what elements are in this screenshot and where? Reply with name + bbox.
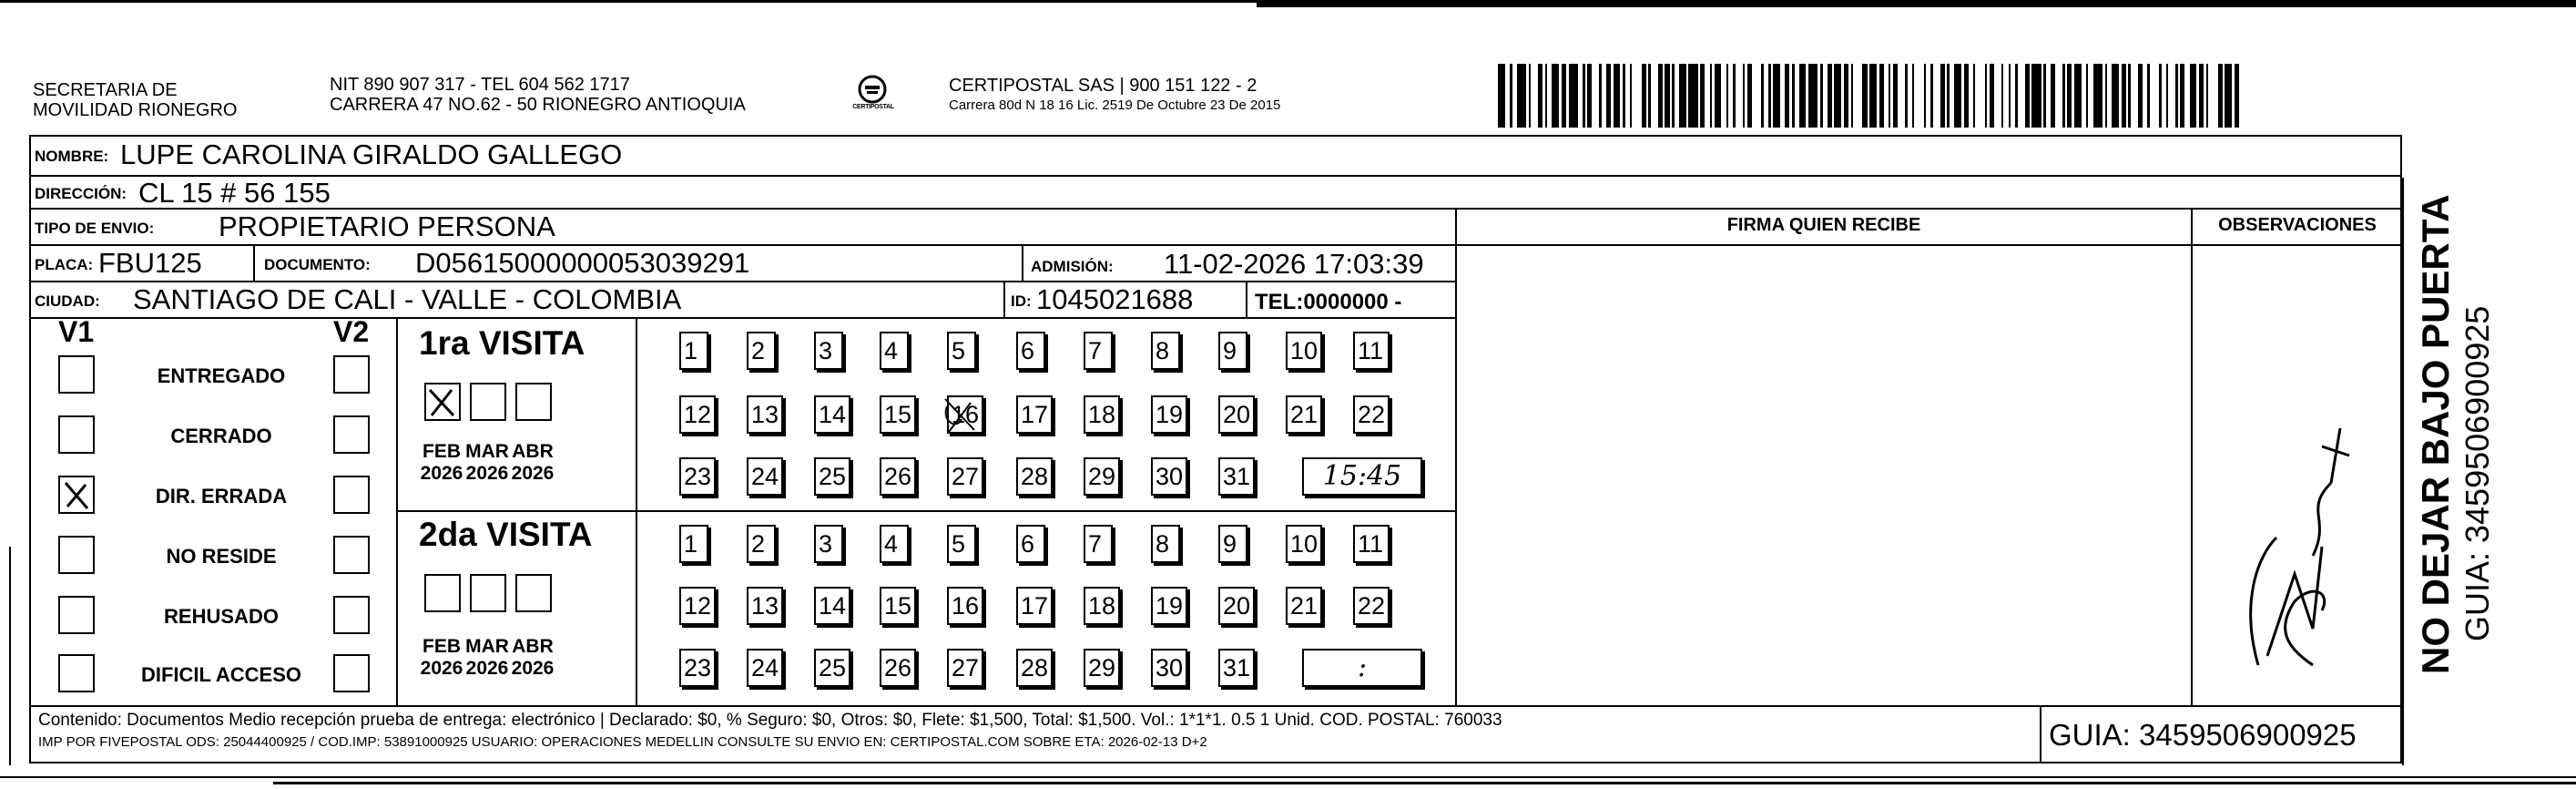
day-box[interactable]: 28 <box>1016 649 1053 687</box>
scan-edge-bottom <box>0 776 2576 778</box>
day-box[interactable]: 26 <box>880 457 916 496</box>
first-visit-title: 1ra VISITA <box>419 324 585 362</box>
v2-checkbox[interactable] <box>333 596 370 634</box>
barcode-gap <box>1898 64 1905 128</box>
id-divider <box>1003 282 1005 319</box>
barcode-gap <box>1632 64 1641 128</box>
carrier-name: CERTIPOSTAL SAS | 900 151 122 - 2 <box>949 76 1257 96</box>
admision-label: ADMISIÓN: <box>1031 258 1114 275</box>
id-label: ID: <box>1011 292 1032 310</box>
observaciones-label: OBSERVACIONES <box>2218 215 2377 235</box>
v2-checkbox[interactable] <box>333 355 370 394</box>
certipostal-logo <box>841 73 905 117</box>
v2-checkbox[interactable] <box>333 415 370 454</box>
carrier-license: Carrera 80d N 18 16 Lic. 2519 De Octubre 23 De 2015 <box>949 97 1281 113</box>
day-box[interactable]: 25 <box>814 457 850 496</box>
status-label: ENTREGADO <box>157 364 286 387</box>
v1-checkbox[interactable] <box>58 355 95 394</box>
second-visit-title: 2da VISITA <box>419 516 593 553</box>
day-box[interactable]: 19 <box>1151 395 1187 434</box>
barcode-gap <box>1592 64 1599 128</box>
barcode-gap <box>1853 64 1862 128</box>
barcode-bar <box>1834 64 1841 128</box>
ciudad-label: CIUDAD: <box>35 292 100 310</box>
admision-value: 11-02-2026 17:03:39 <box>1164 248 1424 280</box>
barcode-bar <box>1688 64 1697 128</box>
scan-edge-top-right <box>1257 3 2576 7</box>
sender-contact <box>330 75 840 115</box>
day-box[interactable]: 17 <box>1016 587 1053 625</box>
day-box[interactable]: 17 <box>1016 395 1053 434</box>
day-box[interactable]: 21 <box>1286 395 1322 434</box>
barcode-gap <box>1914 64 1923 128</box>
imp-text: IMP POR FIVEPOSTAL ODS: 25044400925 / COD.IMP: 53891000925 USUARIO: OPERACIONES MEDELLIN CONSULTE SU ENVIO EN: CERTIPOSTAL.COM SOBRE ETA: 2026-02-13 D+2 <box>38 734 1207 750</box>
v1-label: V1 <box>58 315 95 348</box>
day-box[interactable]: 31 <box>1218 649 1255 687</box>
day-box[interactable]: 1 <box>679 332 708 370</box>
status-label: CERRADO <box>170 425 272 447</box>
barcode-gap <box>2018 64 2025 128</box>
day-box[interactable]: 7 <box>1084 525 1113 563</box>
month-checkbox-abr[interactable] <box>515 383 552 421</box>
day-box[interactable]: 26 <box>880 649 916 687</box>
day-box[interactable]: 18 <box>1084 587 1120 625</box>
left-scan-line <box>9 547 11 765</box>
barcode-bar <box>2031 64 2041 128</box>
barcode-bar <box>2093 64 2103 128</box>
tipo-value: PROPIETARIO PERSONA <box>219 210 555 242</box>
v1-checkbox[interactable] <box>58 596 95 634</box>
guia-divider <box>2040 705 2041 763</box>
day-box[interactable]: 8 <box>1151 525 1180 563</box>
barcode-gap <box>1975 64 1984 128</box>
barcode-bar <box>2235 64 2239 128</box>
day-box[interactable]: 29 <box>1084 649 1120 687</box>
day-checkmark-icon <box>938 394 983 442</box>
day-box[interactable]: 27 <box>947 649 983 687</box>
day-box[interactable]: 22 <box>1353 395 1390 434</box>
row-nombre <box>29 135 2402 175</box>
day-box[interactable]: 12 <box>679 587 716 625</box>
day-box[interactable]: 10 <box>1286 332 1322 370</box>
month-label: MAR 2026 <box>465 441 509 484</box>
direccion-value: CL 15 # 56 155 <box>138 177 331 209</box>
day-box[interactable]: 11 <box>1353 332 1390 370</box>
barcode-gap <box>2168 64 2175 128</box>
day-box[interactable]: 29 <box>1084 457 1120 496</box>
day-box[interactable]: 18 <box>1084 395 1120 434</box>
signature <box>2204 374 2386 674</box>
placa-value: FBU125 <box>98 247 202 279</box>
day-box[interactable]: 14 <box>814 587 850 625</box>
day-box[interactable]: 24 <box>747 457 783 496</box>
day-box[interactable]: 21 <box>1286 587 1322 625</box>
v2-checkbox[interactable] <box>333 654 370 692</box>
documento-label: DOCUMENTO: <box>264 256 371 273</box>
barcode <box>1498 64 2240 128</box>
day-box[interactable]: 27 <box>947 457 983 496</box>
day-box[interactable]: 2 <box>747 525 776 563</box>
v2-label: V2 <box>333 315 370 348</box>
month-label: ABR 2026 <box>511 636 555 679</box>
barcode-gap <box>1531 64 1538 128</box>
nombre-label: NOMBRE: <box>35 148 109 165</box>
v1-checkbox[interactable] <box>58 476 95 514</box>
ciudad-value: SANTIAGO DE CALI - VALLE - COLOMBIA <box>133 283 682 315</box>
barcode-bar <box>1808 64 1817 128</box>
day-box[interactable]: 16 <box>947 587 983 625</box>
barcode-bar <box>2112 64 2119 128</box>
visit-divider-vertical <box>636 317 637 707</box>
day-box[interactable]: 20 <box>1218 395 1255 434</box>
day-box[interactable]: 2 <box>747 332 776 370</box>
status-label: NO RESIDE <box>166 545 277 568</box>
month-checkbox-feb[interactable] <box>424 574 461 612</box>
scan-edge-bottom-2 <box>273 782 2576 784</box>
day-box[interactable]: 4 <box>880 332 909 370</box>
day-box[interactable]: 23 <box>679 649 716 687</box>
day-box[interactable]: 6 <box>1016 332 1045 370</box>
side-guia: GUIA: 3459506900925 <box>2459 305 2496 641</box>
day-box[interactable]: 11 <box>1353 525 1390 563</box>
observaciones-column <box>2191 208 2193 705</box>
placa-label: PLACA: <box>35 256 94 273</box>
barcode-bar <box>2225 64 2232 128</box>
day-box[interactable]: 19 <box>1151 587 1187 625</box>
v2-checkbox[interactable] <box>333 476 370 514</box>
status-label: REHUSADO <box>164 605 279 628</box>
day-box[interactable]: 24 <box>747 649 783 687</box>
barcode-gap <box>1933 64 1940 128</box>
day-box[interactable]: 16 <box>947 395 983 434</box>
barcode-gap <box>1736 64 1743 128</box>
day-box[interactable]: 22 <box>1353 587 1390 625</box>
day-box[interactable]: 8 <box>1151 332 1180 370</box>
tel-divider <box>1246 282 1247 319</box>
firma-header-line <box>1457 244 2402 246</box>
day-box[interactable]: 9 <box>1218 525 1247 563</box>
tipo-label: TIPO DE ENVIO: <box>35 220 155 237</box>
time-box[interactable]: : <box>1302 649 1422 687</box>
barcode-bar <box>1552 64 1559 128</box>
day-box[interactable]: 25 <box>814 649 850 687</box>
month-label: MAR 2026 <box>465 636 509 679</box>
barcode-gap <box>2208 64 2217 128</box>
day-box[interactable]: 31 <box>1218 457 1255 496</box>
tel-value: TEL:0000000 - <box>1255 290 1402 314</box>
day-box[interactable]: 3 <box>814 525 843 563</box>
guia-footer: GUIA: 3459506900925 <box>2049 718 2357 752</box>
sender-address: CARRERA 47 NO.62 - 50 RIONEGRO ANTIOQUIA <box>330 95 746 115</box>
documento-value: D05615000000053039291 <box>415 247 750 279</box>
admision-divider <box>1022 246 1023 282</box>
barcode-gap <box>2055 64 2062 128</box>
barcode-bar <box>1954 64 1961 128</box>
v1-checkbox[interactable] <box>58 536 95 574</box>
barcode-bar <box>1679 64 1686 128</box>
day-box[interactable]: 13 <box>747 395 783 434</box>
v1-checkbox[interactable] <box>58 654 95 692</box>
no-dejar-bajo-puerta: NO DEJAR BAJO PUERTA <box>2414 194 2457 674</box>
day-box[interactable]: 23 <box>679 457 716 496</box>
carrier-info <box>949 75 1495 115</box>
barcode-gap <box>1651 64 1658 128</box>
month-checkbox-mar[interactable] <box>470 383 506 421</box>
direccion-label: DIRECCIÓN: <box>35 185 127 202</box>
nit-text: NIT 890 907 317 - TEL 604 562 1717 <box>330 75 630 95</box>
contenido-text: Contenido: Documentos Medio recepción prueba de entrega: electrónico | Declarado: $0, % Seguro: $0, Otros: $0, Flete: $1,500, Total: $1,500. Vol.: 1*1*1. 0.5 1 Unid. COD. POSTAL: 760033 <box>38 711 1502 730</box>
barcode-gap <box>1994 64 2001 128</box>
side-warning <box>2413 36 2513 674</box>
month-label: FEB 2026 <box>420 636 463 679</box>
month-label: FEB 2026 <box>420 441 463 484</box>
month-label: ABR 2026 <box>511 441 555 484</box>
time-box[interactable]: 15:45 <box>1302 457 1422 496</box>
sender-name: SECRETARIA DE MOVILIDAD RIONEGRO <box>33 80 238 120</box>
day-box[interactable]: 20 <box>1218 587 1255 625</box>
barcode-bar <box>1869 64 1877 128</box>
right-frame-line <box>2402 178 2404 765</box>
barcode-bar <box>1517 64 1526 128</box>
month-checkbox-abr[interactable] <box>515 574 552 612</box>
barcode-bar <box>1715 64 1722 128</box>
placa-divider <box>253 246 255 282</box>
day-box[interactable]: 3 <box>814 332 843 370</box>
day-box[interactable]: 7 <box>1084 332 1113 370</box>
day-box[interactable]: 15 <box>880 395 916 434</box>
barcode-bar <box>1569 64 1578 128</box>
v1-checkbox[interactable] <box>58 415 95 454</box>
barcode-bar <box>1614 64 1621 128</box>
barcode-gap <box>2150 64 2159 128</box>
day-box[interactable]: 30 <box>1151 649 1187 687</box>
firma-quien-recibe-label: FIRMA QUIEN RECIBE <box>1726 215 1921 235</box>
barcode-bar <box>1498 64 1505 128</box>
status-label: DIFICIL ACCESO <box>140 663 301 686</box>
day-box[interactable]: 15 <box>880 587 916 625</box>
day-box[interactable]: 13 <box>747 587 783 625</box>
logo-caption: CERTIPOSTAL <box>852 104 894 110</box>
row-placa <box>29 244 1457 281</box>
barcode-bar <box>2190 64 2197 128</box>
barcode-bar <box>2074 64 2082 128</box>
month-checkbox-feb[interactable] <box>424 383 461 421</box>
day-box[interactable]: 12 <box>679 395 716 434</box>
row-direccion <box>29 175 2402 208</box>
nombre-value: LUPE CAROLINA GIRALDO GALLEGO <box>120 138 623 170</box>
day-box[interactable]: 28 <box>1016 457 1053 496</box>
row-ciudad <box>29 281 1457 317</box>
day-box[interactable]: 6 <box>1016 525 1045 563</box>
visit-divider-horizontal <box>398 510 1457 512</box>
barcode-gap <box>2131 64 2138 128</box>
day-box[interactable]: 5 <box>947 525 976 563</box>
footer-line <box>29 705 2402 707</box>
day-box[interactable]: 1 <box>679 525 708 563</box>
day-box[interactable]: 10 <box>1286 525 1322 563</box>
id-value: 1045021688 <box>1036 283 1194 315</box>
day-box[interactable]: 9 <box>1218 332 1247 370</box>
barcode-bar <box>1773 64 1780 128</box>
day-box[interactable]: 30 <box>1151 457 1187 496</box>
day-box[interactable]: 14 <box>814 395 850 434</box>
day-box[interactable]: 5 <box>947 332 976 370</box>
month-checkbox-mar[interactable] <box>470 574 506 612</box>
v2-checkbox[interactable] <box>333 536 370 574</box>
status-label: DIR. ERRADA <box>155 485 288 507</box>
barcode-gap <box>1752 64 1761 128</box>
day-box[interactable]: 4 <box>880 525 909 563</box>
barcode-bar <box>1799 64 1807 128</box>
